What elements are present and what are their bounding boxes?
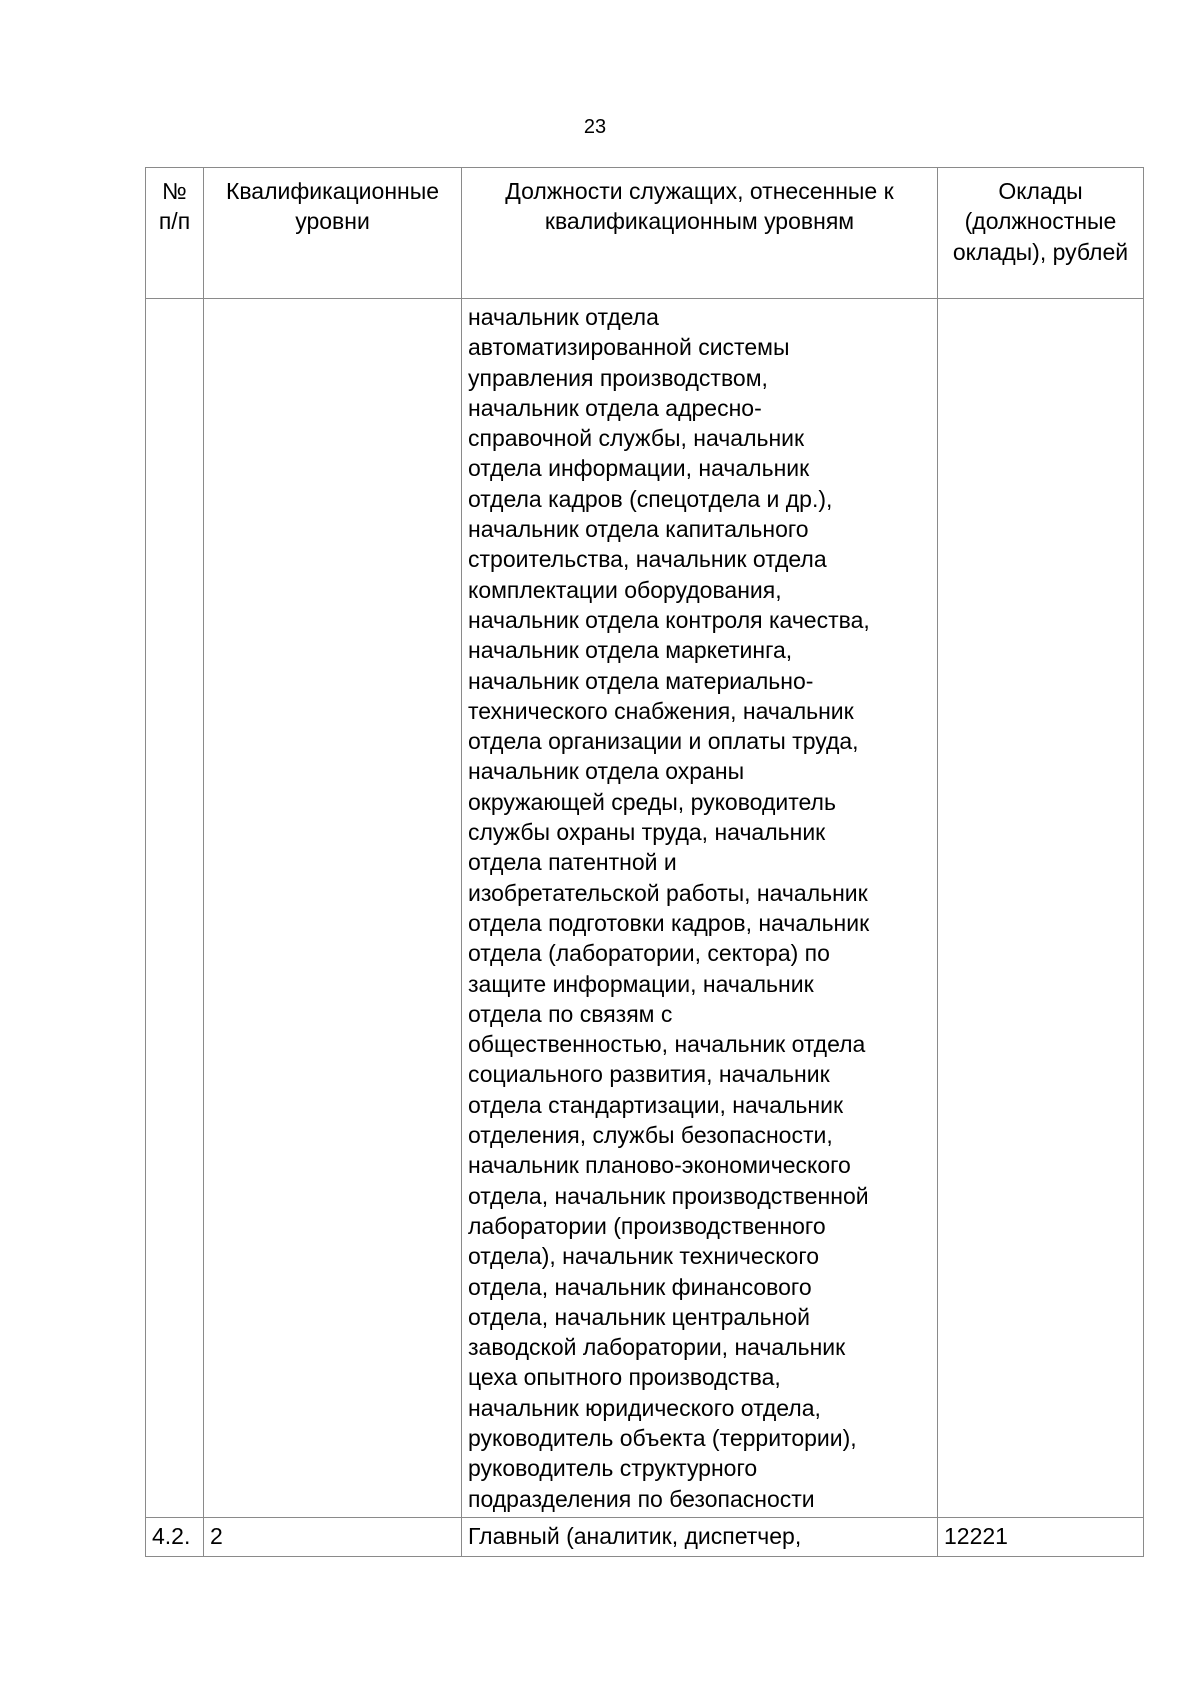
cell-positions: начальник отдела автоматизированной системы управления производством, начальник отдела адресно- справочной службы, начальник отдела информации, начальник отдела кадров (спецотдела и др.), начальник отдела капитального строительства, начальник отдела комплектации оборудования, начальник отдела контроля качества, начальник отдела маркетинга, начальник отдела материально- технического снабжения, начальник отдела организации и оплаты труда, начальник отдела охраны окружающей среды, руководитель службы охраны труда, начальник отдела патентной и изобретательской работы, начальник отдела подготовки кадров, начальник отдела (лаборатории, сектора) по защите информации, начальник отдела по связям с общественностью, начальник отдела социального развития, начальник отдела стандартизации, начальник отделения, службы безопасности, начальник планово-экономического отдела, начальник производственной лаборатории (производственного отдела), начальник технического отдела, начальник финансового отдела, начальник центральной заводской лаборатории, начальник цеха опытного производства, начальник юридического отдела, руководитель объекта (территории), руководитель структурного подразделения по безопасности — [462, 299, 938, 1518]
header-positions: Должности служащих, отнесенные к квалификационным уровням — [462, 168, 938, 299]
header-salary: Оклады (должностные оклады), рублей — [938, 168, 1144, 299]
table-header-row — [146, 168, 1144, 299]
salary-table — [145, 167, 1144, 1557]
header-num: № п/п — [146, 168, 204, 299]
cell-num — [146, 299, 204, 1518]
cell-salary: 12221 — [938, 1517, 1144, 1556]
header-level: Квалификационные уровни — [204, 168, 462, 299]
table-row — [146, 1517, 1144, 1556]
cell-positions: Главный (аналитик, диспетчер, — [462, 1517, 938, 1556]
cell-num: 4.2. — [146, 1517, 204, 1556]
page-number: 23 — [583, 116, 607, 138]
cell-salary — [938, 299, 1144, 1518]
cell-level — [204, 299, 462, 1518]
table-row — [146, 299, 1144, 1518]
cell-level: 2 — [204, 1517, 462, 1556]
